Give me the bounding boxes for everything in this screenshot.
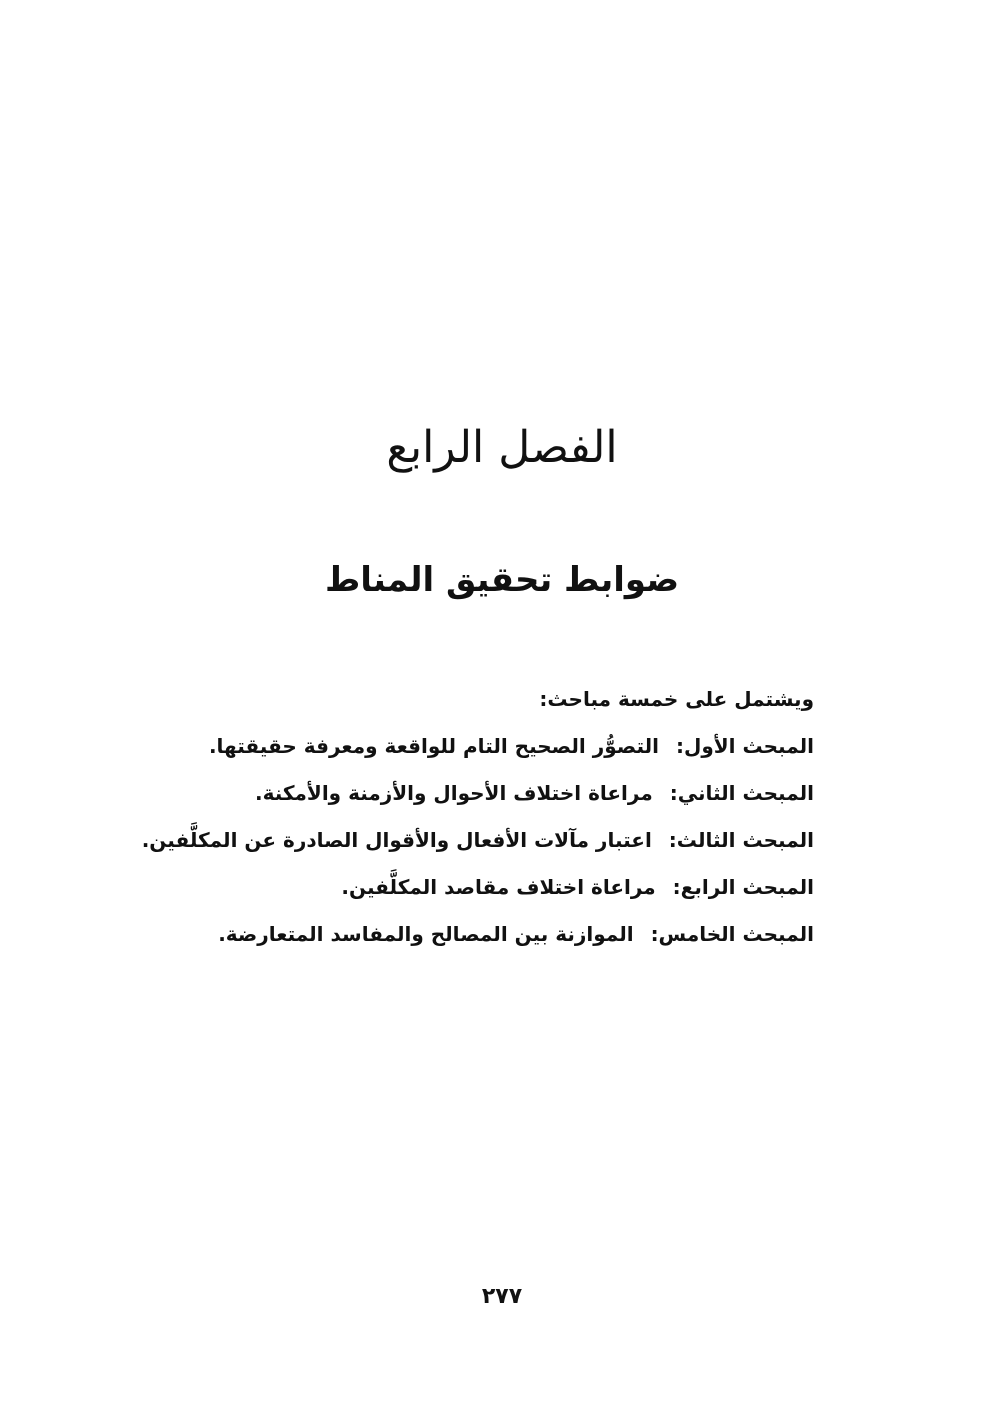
section-item bbox=[134, 817, 814, 864]
contents-intro: ويشتمل على خمسة مباحث: bbox=[539, 687, 814, 711]
section-label: المبحث الرابع: bbox=[672, 875, 814, 899]
chapter-subtitle: ضوابط تحقيق المناط bbox=[324, 560, 680, 600]
section-label: المبحث الخامس: bbox=[650, 922, 814, 946]
section-text: التصوُّر الصحيح التام للواقعة ومعرفة حقيقتها. bbox=[208, 734, 659, 758]
section-item bbox=[134, 723, 814, 770]
section-text: اعتبار مآلات الأفعال والأقوال الصادرة عن المكلَّفين. bbox=[141, 828, 652, 852]
section-item bbox=[134, 911, 814, 958]
section-text: مراعاة اختلاف الأحوال والأزمنة والأمكنة. bbox=[255, 781, 653, 805]
section-item bbox=[134, 864, 814, 911]
section-label: المبحث الثاني: bbox=[669, 781, 814, 805]
section-text: مراعاة اختلاف مقاصد المكلَّفين. bbox=[341, 875, 656, 899]
section-text: الموازنة بين المصالح والمفاسد المتعارضة. bbox=[218, 922, 634, 946]
page-number: ٢٧٧ bbox=[481, 1284, 523, 1309]
chapter-contents bbox=[134, 676, 814, 958]
section-item bbox=[134, 770, 814, 817]
chapter-title: الفصل الرابع bbox=[386, 422, 618, 473]
section-label: المبحث الثالث: bbox=[668, 828, 814, 852]
section-label: المبحث الأول: bbox=[675, 734, 814, 758]
